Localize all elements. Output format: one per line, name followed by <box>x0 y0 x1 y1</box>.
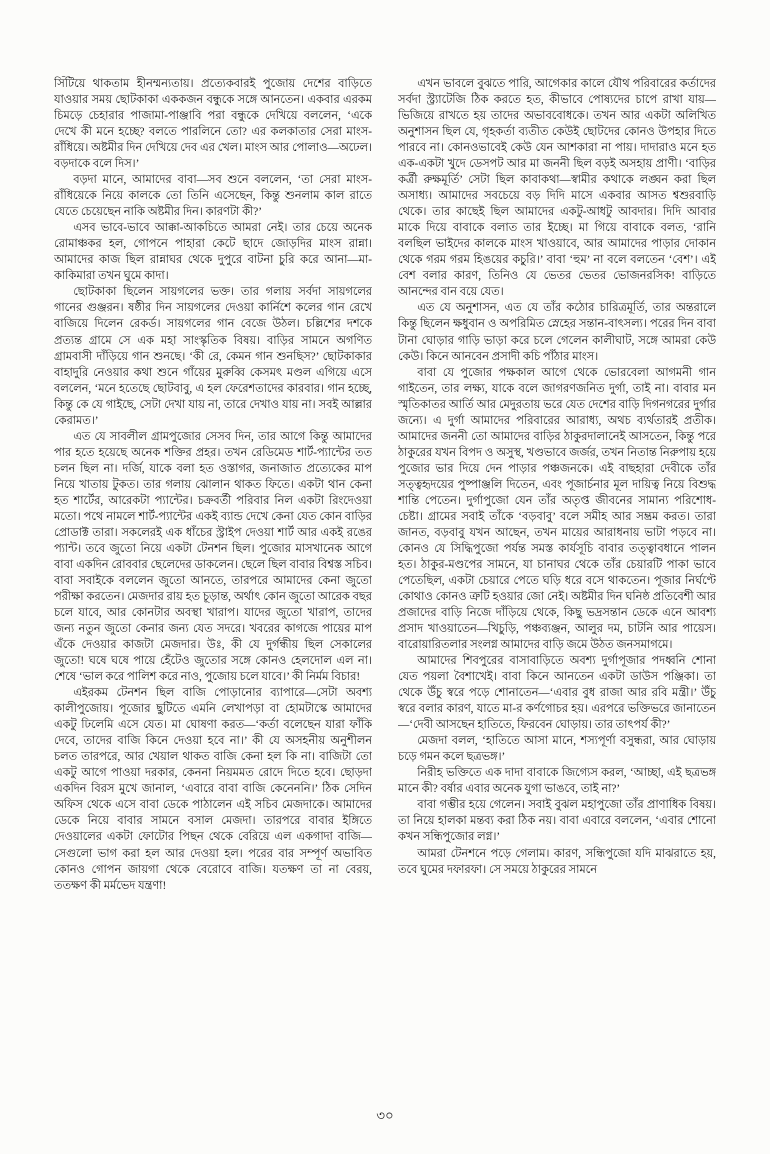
paragraph: মেজদা বলল, ‘হাতিতে আসা মানে, শস্যপূর্ণা বসুন্ধরা, আর ঘোড়ায় চড়ে গমন কলে ছত্রভঙ্গ।’ <box>398 735 716 764</box>
right-column <box>398 76 716 1094</box>
text-columns <box>54 76 716 1094</box>
paragraph: আমাদের শিবপুরের বাসাবাড়িতে অবশ্য দুর্গাপূজার পদধ্বনি শোনা যেত পয়লা বৈশাখেই। বাবা কিনে আনতেন একটা ডাউস পঞ্জিকা। তা থেকে উঁচু স্বরে পড়ে শোনাতেন—‘এবার বুধ রাজা আর রবি মন্ত্রী।’ উঁচু স্বরে বলার কারণ, যাতে মা-র কর্ণগোচর হয়। এরপরে ভক্তিভরে জানাতেন—‘দেবী আসছেন হাতিতে, ফিরবেন ঘোড়ায়। তার তাৎপর্য কী?’ <box>398 655 716 732</box>
paragraph: বাবা যে পুজোর পক্ষকাল আগে থেকে ভোরবেলা আগমনী গান গাইতেন, তার লক্ষ্য, যাকে বলে জাগরণজনিত দুর্গা, তাই না। বাবার মন স্মৃতিকাতর আর্তি আর মেদুরতায় ভরে যেত দেশের বাড়ি দিগনগরের দুর্গার জন্যে। এ দুর্গা আমাদের পরিবারের আরাধ্য, অথচ ব্যর্থতারই প্রতীক। আমাদের জননী তো আমাদের বাড়ির ঠাকুরদালানেই আসতেন, কিন্তু পরে ঠাকুরের যখন বিপদ ও অসুস্থ, খণ্ডভাবে জর্জর, তখন নিতান্ত নিরুপায় হয়ে পুজোর ভার দিয়ে দেন পাড়ার পঞ্চজনকে। এই বাছহারা দেবীকে তাঁর সত্ত্বহৃদয়ের পুষ্পাঞ্জলি দিতেন, এবং পূজার্চনার মূল দায়িত্ব নিয়ে বিশুদ্ধ শান্তি পেতেন। দুর্গাপুজো যেন তাঁর অতৃপ্ত জীবনের সামান্য পরিশোধ-চেষ্টা। গ্রামের সবাই তাঁকে ‘বড়বাবু’ বলে সমীহ আর সম্ভ্রম করত। তারা জানত, বড়বাবু যখন আছেন, তখন মায়ের আরাধনায় ভাটা পড়বে না। কোনও যে সিদ্ধিপুজো পর্যন্ত সমস্ত কার্যসূচি বাবার তত্ত্বাবধানে পালন হত। ঠাকুর-মণ্ডপের সামনে, যা চানাঘর থেকে তাঁর চেয়ারটি পাকা ভাবে পেতেছিল, একটা চেয়ারে পেতে ঘড়ি ধরে বসে থাকতেন। পূজার নির্ঘণ্টে কোথাও কোনও ত্রুটি হওয়ার জো নেই। অষ্টমীর দিন ঘনিষ্ঠ প্রতিবেশী আর প্রজাদের বাড়ি নিজে দাঁড়িয়ে থেকে, কিছু ভদ্রসন্তান ডেকে এনে আবশ্য প্রসাদ খাওয়াতেন—খিচুড়ি, পঞ্চব্যঞ্জন, আলুর দম, চাটনি আর পায়েস। বারোয়ারিতলার সংলগ্ন আমাদের বাড়ি জমে উঠত জনসমাগমে। <box>398 366 716 652</box>
paragraph: আমরা টেনশনে পড়ে গেলাম। কারণ, সন্ধিপুজো যদি মাঝরাতে হয়, তবে ঘুমের দফারফা। সে সময়ে ঠাকুরের সামনে <box>398 847 716 876</box>
paragraph: এসব ভাবে-ভাবে আক্কা-আকচিতে আমরা নেই। তার চেয়ে অনেক রোমাঞ্চকর হল, গোপনে পাহারা কেটে ছাদে জোড়দির মাংস রান্না। আমাদের কাজ ছিল রান্নাঘর থেকে দুপুরে বাটনা চুরি করে আনা—মা-কাকিমারা তখন ঘুমে কাদা। <box>54 222 372 283</box>
paragraph: এখন ভাবলে বুঝতে পারি, আগেকার কালে যৌথ পরিবারের কর্তাদের সর্বদা স্ট্র্যাটেজি ঠিক করতে হত, কীভাবে পোষ্যদের চাপে রাখা যায়—ভিজিয়ে রাখতে হয় তাদের অভাববোধকে। তখন আর একটা অলিখিত অনুশাসন ছিল যে, গৃহকর্তা ব্যতীত কেউই ছোটদের কোনও উপহার দিতে পারবে না। কোনওভাবেই কেউ যেন আশকারা না পায়। দাদারাও মনে হত এক-একটা খুদে ডেসপট আর মা জননী ছিল বড়ই অসহায় প্রাণী। ‘বাড়ির কর্ত্রী রুক্ষমূর্তি’ সেটা ছিল কাবাকথা—স্বামীর কথাকে লঙ্ঘন করা ছিল অসাধ্য। আমাদের সবচেয়ে বড় দিদি মাসে একবার আসত শ্বশুরবাড়ি থেকে। তার কাছেই ছিল আমাদের একটু-আধটু আবদার। দিদি আবার মাকে দিয়ে বাবাকে বলাত তার ইচ্ছে। মা গিয়ে বাবাকে বলত, ‘রানি বলছিল ভাইদের কালকে মাংস খাওয়াবে, আর আমাদের পাড়ার দোকান থেকে গরম গরম হিঙয়ের কচুরি।’ বাবা ‘হুম’ না বলে বলতেন ‘বেশ’। এই বেশ বলার কারণ, তিনিও যে ভেতর ভেতর ভোজনরসিক! বাড়িতে আনন্দের বান বয়ে যেত। <box>398 78 716 299</box>
page-number: ৩০ <box>376 1108 394 1123</box>
paragraph: নিরীহ ভক্তিতে এক দাদা বাবাকে জিগ্যেস করল, ‘আচ্ছা, এই ছত্রভঙ্গ মানে কী? বর্ষার এবার অনেক যুগা ভাঙবে, তাই না?’ <box>398 767 716 796</box>
paragraph: ছোটকাকা ছিলেন সায়গলের ভক্ত। তার গলায় সর্বদা সায়গলের গানের গুঞ্জরন। ষষ্ঠীর দিন সায়গলের দেওয়া কার্নিশে কলের গান রেখে বাজিয়ে দিলেন রেকর্ড। সায়গলের গান বেজে উঠল। চল্লিশের দশকে প্রত্যন্ত গ্রামে সে এক মহা সাংস্কৃতিক বিষয়। বাড়ির সামনে অগণিত গ্রামবাসী দাঁড়িয়ে গান শুনছে। ‘কী রে, কেমন গান শুনছিস?’ ছোটকাকার বাহাদুরি নেওয়ার কথা শুনে গাঁয়ের মুরুব্বি কেসমৎ মণ্ডল এগিয়ে এসে বললেন, ‘মনে হতেছে ছোটবাবু, এ হল ফেরেশতাদের কারবার। গান হচ্ছে, কিন্তু কে যে গাইছে, সেটা দেখা যায় না, তারে দেখাও যায় না। সবই আল্লার কেরামত।’ <box>54 286 372 427</box>
paragraph: সিঁটিয়ে থাকতাম হীনম্মন্যতায়। প্রত্যেকবারই পুজোয় দেশের বাড়িতে যাওয়ার সময় ছোটকাকা এককজন বন্ধুকে সঙ্গে আনতেন। একবার এরকম চিমড়ে চেহারার পাজামা-পাঞ্জাবি পরা বন্ধুকে দেখিয়ে বললেন, ‘একে দেখে কী মনে হচ্ছে? বলতে পারলিনে তো? এর কলকাতার সেরা মাংস-রাঁধিয়ে। অষ্টমীর দিন দেখিয়ে দেব এর খেল। মাংস আর পোলাও—অঢেল। বড়দাকে বলে দিস।’ <box>54 78 372 171</box>
paragraph: বাবা গম্ভীর হয়ে গেলেন। সবাই বুঝল মহাপুজো তাঁর প্রাণাধিক বিষয়। তা নিয়ে হালকা মন্তব্য করা ঠিক নয়। বাবা এবারে বললেন, ‘এবার শোনো কখন সন্ধিপুজোর লগ্ন।’ <box>398 799 716 844</box>
left-column <box>54 76 372 1094</box>
paragraph: বড়দা মানে, আমাদের বাবা—সব শুনে বললেন, ‘তা সেরা মাংস-রাঁধিয়েকে নিয়ে কালকে তো তিনি এসেছেন, কিন্তু শুনলাম কাল রাতে যেতে চেয়েছেন নাকি অষ্টমীর দিন। কারণটা কী?’ <box>54 174 372 219</box>
paragraph: এত যে অনুশাসন, এত যে তাঁর কঠোর চারিত্রমূর্তি, তার অন্তরালে কিন্তু ছিলেন ক্ষধুবান ও অপরিমিত স্নেহের সন্তান-বাৎসল্য। পরের দিন বাবা টানা ঘোড়ার গাড়ি ভাড়া করে চলে গেলেন কালীঘাট, সঙ্গে আমরা কেউ কেউ। কিনে আনবেন প্রসাদী কচি পাঁঠার মাংস। <box>398 302 716 363</box>
paragraph: এইরকম টেনশন ছিল বাজি পোড়ানোর ব্যাপারে—সেটা অবশ্য কালীপুজোয়। পূজোর ছুটিতে এমনি লেখাপড়া বা হোমটাস্কে আমাদের একটু ঢিলেমি এসে যেত। মা ঘোষণা করত—‘কর্তা বলেছেন যারা ফাঁকি দেবে, তাদের বাজি কিনে দেওয়া হবে না।’ কী যে অসহনীয় অনুশীলন চলত তারপরে, আর খেয়াল থাকত বাজি কেনা হল কি না। বাজিটা তো একটু আগে পাওয়া দরকার, কেননা নিয়মমত রোদে দিতে হবে। ছোড়দা একদিন বিরস মুখে জানাল, ‘এবারে বাবা বাজি কেনেননি।’ ঠিক সেদিন অফিস থেকে এসে বাবা ডেকে পাঠালেন এই সচিব মেজদাকে। আমাদের ডেকে নিয়ে বাবার সামনে বসাল মেজদা। তারপরে বাবার ইঙ্গিতে দেওয়ালের একটা ফোটোর পিছন থেকে বেরিয়ে এল একগাদা বাজি—সেগুলো ভাগ করা হল আর দেওয়া হল। পরের বার সম্পূর্ণ অভাবিত কোনও গোপন জায়গা থেকে বেরোবে বাজি। যতক্ষণ তা না বেরয়, ততক্ষণ কী মর্মভেদ যন্ত্রণা! <box>54 687 372 892</box>
paragraph: এত যে সাবলীল গ্রামপুজোর সেসব দিন, তার আগে কিন্তু আমাদের পার হতে হয়েছে অনেক শক্তির প্রহর। তখন রেডিমেড শার্ট-প্যান্টের তত চলন ছিল না। দর্জি, যাকে বলা হত ওস্তাগর, জনাজাত প্রত্যেকের মাপ নিয়ে খাতায় টুকত। তার গলায় ঝোলান থাকত ফিতে। একটা থান কেনা হত শার্টের, আরেকটা প্যান্টের। চক্রবর্তী পরিবার নিল একটা রিংদেওয়া মতো। পথে নামলে শার্ট-প্যান্টের একই ব্যান্ড দেখে কেনা যেত কোন বাড়ির প্রোডাক্ট তারা। সকলেরই এক ধাঁচের স্ট্রাইপ দেওয়া শার্ট আর একই রঙের প্যান্ট। তবে জুতো নিয়ে একটা টেনশন ছিল। পুজোর মাসখানেক আগে বাবা একদিন রোববার ছেলেদের ডাকলেন। ছেলে ছিল বাবার বিশ্বস্ত সচিব। বাবা সবাইকে বললেন জুতো আনতে, তারপরে আমাদের কেনা জুতো পরীক্ষা করতেন। মেজদার রায় হত চূড়ান্ত, অর্থাৎ কোন জুতো আরেক বছর চলে যাবে, আর কোনটার অবস্থা খারাপ। যাদের জুতো খারাপ, তাদের জন্য নতুন জুতো কেনার জন্য যেত সদরে। খবরের কাগজে পায়ের মাপ এঁকে দেওয়ার কাজটা মেজদার। উঃ, কী যে দুর্গন্ধীয় ছিল সেকালের জুতো! ঘষে ঘষে পায়ে হেঁটেও জুতোর সঙ্গে কোনও হেলদোল এল না। শেষে ‘ভাল করে পালিশ করে নাও, পুজোয় চলে যাবে।’ কী নির্মম বিচার! <box>54 430 372 684</box>
